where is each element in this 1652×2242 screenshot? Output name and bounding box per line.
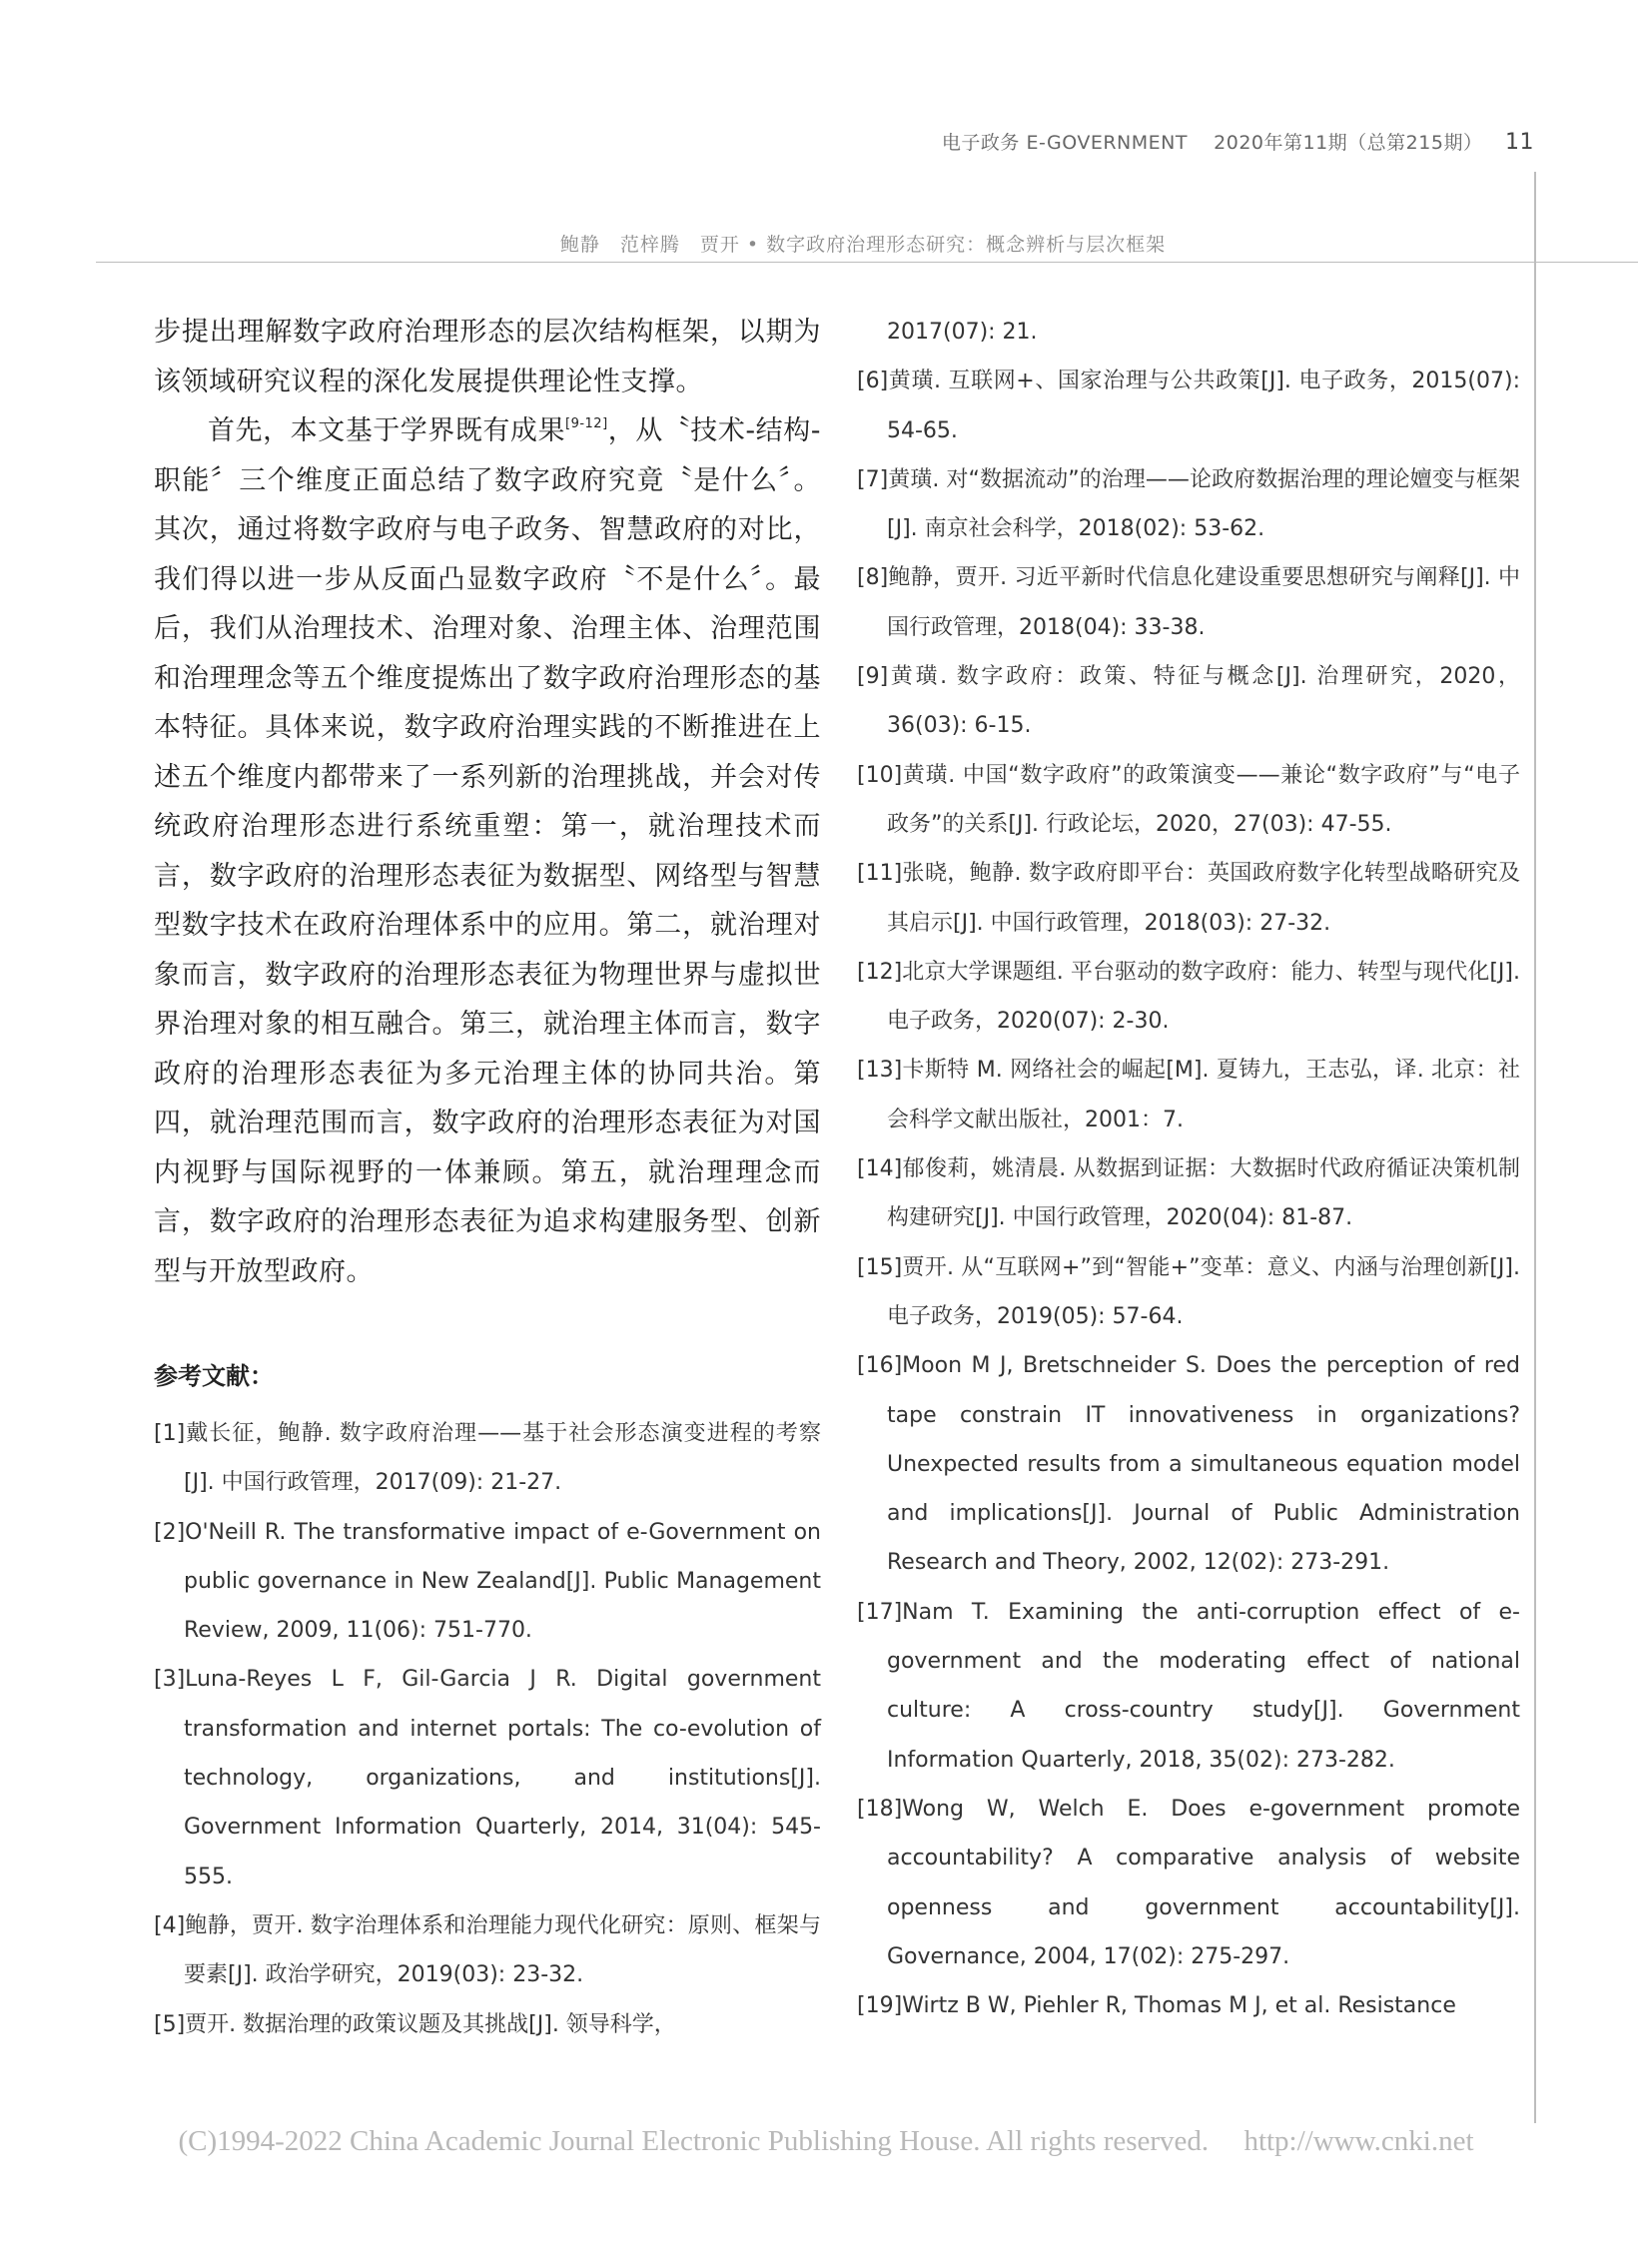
reference-number: [12] [857, 959, 903, 985]
reference-text: Luna-Reyes L F, Gil-Garcia J R. Digital government transformation and internet portals: The co-evolution of technology, organizations, and institutions[J]. Government Information Quarterly, 2014, 31(04): 545-555. [184, 1667, 821, 1889]
body-text [154, 308, 821, 1296]
vertical-rule [1534, 172, 1536, 2123]
page-number: 11 [1505, 130, 1534, 155]
reference-text: 黄璜. 对“数据流动”的治理——论政府数据治理的理论嬗变与框架[J]. 南京社会科学，2018(02): 53-62. [887, 466, 1520, 542]
reference-number: [9] [857, 664, 889, 690]
reference-text: 戴长征，鲍静. 数字政府治理——基于社会形态演变进程的考察[J]. 中国行政管理，2017(09): 21-27. [184, 1421, 821, 1496]
reference-entry [857, 553, 1520, 652]
references-heading: 参考文献： [154, 1362, 274, 1390]
reference-number: [4] [154, 1912, 186, 1938]
reference-text: 鲍静，贾开. 数字治理体系和治理能力现代化研究：原则、框架与要素[J]. 政治学研究，2019(03): 23-32. [184, 1912, 821, 1988]
reference-entry [857, 1144, 1520, 1243]
reference-text: Wirtz B W, Piehler R, Thomas M J, et al. Resistance [902, 1993, 1456, 2019]
reference-text: Moon M J, Bretschneider S. Does the perception of red tape constrain IT innovativeness in organizations? Unexpected results from a simultaneous equation model and implications[J]. Journal of Public Administration Research and Theory, 2002, 12(02): 273-291. [887, 1353, 1520, 1576]
reference-number: [1] [154, 1421, 186, 1446]
right-column [857, 308, 1520, 2030]
reference-number: [15] [857, 1254, 903, 1280]
reference-entry [857, 357, 1520, 455]
reference-number: [11] [857, 861, 903, 887]
reference-number: [14] [857, 1156, 903, 1182]
reference-text: 贾开. 数据治理的政策议题及其挑战[J]. 领导科学， [185, 2011, 676, 2037]
reference-entry [857, 455, 1520, 554]
reference-number: [13] [857, 1058, 903, 1084]
citation-superscript: [9-12] [565, 416, 608, 431]
reference-number: [18] [857, 1796, 903, 1822]
reference-text: O'Neill R. The transformative impact of e-Government on public governance in New Zealand[J]. Public Management Review, 2009, 11(06): 751-770. [184, 1519, 821, 1644]
reference-text: Nam T. Examining the anti-corruption effect of e-government and the moderating effect of national culture: A cross-country study[J]. Government Information Quarterly, 2018, 35(02): 273-282. [887, 1599, 1520, 1773]
reference-entry [154, 1655, 821, 1900]
reference-text: 卡斯特 M. 网络社会的崛起[M]. 夏铸九，王志弘，译. 北京：社会科学文献出版社，2001：7. [887, 1058, 1520, 1132]
journal-name: 电子政务 E-GOVERNMENT [941, 132, 1188, 154]
reference-number: [19] [857, 1993, 903, 2019]
paragraph-2-rest: ，从〝技术-结构-职能〞三个维度正面总结了数字政府究竟〝是什么〞。其次，通过将数字政府与电子政务、智慧政府的对比，我们得以进一步从反面凸显数字政府〝不是什么〞。最后，我们从治理技术、治理对象、治理主体、治理范围和治理理念等五个维度提炼出了数字政府治理形态的基本特征。具体来说，数字政府治理实践的不断推进在上述五个维度内都带来了一系列新的治理挑战，并会对传统政府治理形态进行系统重塑：第一，就治理技术而言，数字政府的治理形态表征为数据型、网络型与智慧型数字技术在政府治理体系中的应用。第二，就治理对象而言，数字政府的治理形态表征为物理世界与虚拟世界治理对象的相互融合。第三，就治理主体而言，数字政府的治理形态表征为多元治理主体的协同共治。第四，就治理范围而言，数字政府的治理形态表征为对国内视野与国际视野的一体兼顾。第五，就治理理念而言，数字政府的治理形态表征为追求构建服务型、创新型与开放型政府。 [154, 415, 821, 1287]
reference-list-left [154, 1409, 821, 2049]
reference-entry [857, 1785, 1520, 1981]
issue-info: 2020年第11期（总第215期） [1214, 132, 1483, 154]
paragraph-2 [154, 406, 821, 1296]
header-rule [96, 262, 1638, 263]
running-header [942, 128, 1534, 155]
reference-entry [857, 1588, 1520, 1785]
reference-entry [154, 1901, 821, 2000]
article-running-title: 鲍静 范梓腾 贾开 • 数字政府治理形态研究：概念辨析与层次框架 [559, 234, 1167, 256]
reference-number: [2] [154, 1519, 186, 1545]
reference-entry [154, 1409, 821, 1508]
reference-entry [857, 1243, 1520, 1342]
reference-text: 张晓，鲍静. 数字政府即平台：英国政府数字化转型战略研究及其启示[J]. 中国行政管理，2018(03): 27-32. [887, 861, 1520, 936]
paragraph-2-start: 首先，本文基于学界既有成果 [208, 415, 565, 446]
reference-number: [17] [857, 1599, 903, 1625]
reference-text: 黄璜. 互联网+、国家治理与公共政策[J]. 电子政务，2015(07): 54-65. [887, 369, 1520, 443]
reference-entry [154, 2000, 821, 2049]
reference-entry [857, 652, 1520, 751]
reference-entry [857, 948, 1520, 1047]
reference-text: Wong W, Welch E. Does e-government promote accountability? A comparative analysis of website openness and government accountability[J]. Governance, 2004, 17(02): 275-297. [887, 1796, 1520, 1969]
cnki-link[interactable]: http://www.cnki.net [1243, 2125, 1474, 2157]
copyright-footer [0, 2125, 1652, 2158]
reference-entry [857, 1341, 1520, 1587]
left-column [154, 308, 821, 2049]
paragraph-1: 步提出理解数字政府治理形态的层次结构框架，以期为该领域研究议程的深化发展提供理论性支撑。 [154, 317, 821, 397]
reference-number: [16] [857, 1353, 903, 1379]
reference-text: 郁俊莉，姚清晨. 从数据到证据：大数据时代政府循证决策机制构建研究[J]. 中国行政管理，2020(04): 81-87. [887, 1156, 1520, 1231]
reference-text: 北京大学课题组. 平台驱动的数字政府：能力、转型与现代化[J]. 电子政务，2020(07): 2-30. [887, 959, 1520, 1035]
reference-entry [857, 849, 1520, 948]
reference-entry [857, 1981, 1520, 2030]
reference-number: [6] [857, 369, 889, 394]
reference-text: 黄璜. 数字政府：政策、特征与概念[J]. 治理研究，2020，36(03): 6-15. [887, 664, 1520, 739]
reference-text: 贾开. 从“互联网+”到“智能+”变革：意义、内涵与治理创新[J]. 电子政务，2019(05): 57-64. [887, 1254, 1520, 1329]
reference-number: [7] [857, 466, 889, 492]
reference-continuation: 2017(07): 21. [887, 320, 1038, 345]
reference-number: [3] [154, 1667, 186, 1693]
reference-number: [8] [857, 565, 889, 591]
reference-text: 鲍静，贾开. 习近平新时代信息化建设重要思想研究与阐释[J]. 中国行政管理，2018(04): 33-38. [887, 565, 1520, 640]
reference-text: 黄璜. 中国“数字政府”的政策演变——兼论“数字政府”与“电子政务”的关系[J]. 行政论坛，2020，27(03): 47-55. [887, 762, 1520, 837]
copyright-text: (C)1994-2022 China Academic Journal Electronic Publishing House. All rights reserved. [178, 2125, 1210, 2157]
reference-number: [5] [154, 2011, 186, 2037]
reference-entry [857, 751, 1520, 850]
reference-list-right [857, 357, 1520, 2030]
reference-entry [154, 1508, 821, 1656]
reference-entry [857, 1046, 1520, 1144]
reference-number: [10] [857, 762, 903, 788]
